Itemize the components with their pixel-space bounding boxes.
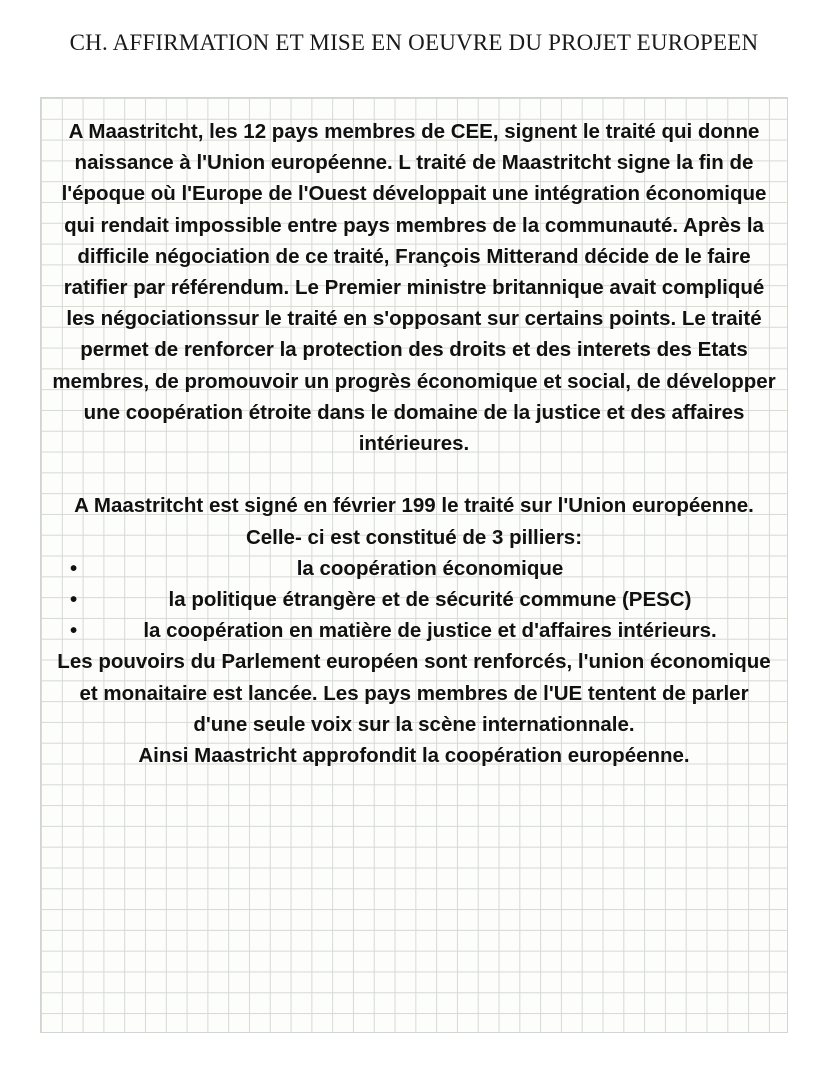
bullet-icon: • xyxy=(70,619,78,643)
bullet-icon: • xyxy=(70,588,78,612)
list-item xyxy=(52,615,776,646)
paragraph-spacer xyxy=(52,459,776,490)
pillar-pesc: la politique étrangère et de sécurité commune (PESC) xyxy=(168,588,692,612)
list-item xyxy=(52,584,776,615)
paragraph-pillars-intro: A Maastritcht est signé en février 199 le traité sur l'Union européenne. Celle- ci est constitué de 3 pilliers: xyxy=(74,494,754,549)
paragraph-parliament-powers: Les pouvoirs du Parlement européen sont renforcés, l'union économique et monaitaire est lancée. Les pays membres de l'UE tentent de parler d'une seule voix sur la scène internationnale. xyxy=(57,650,771,736)
list-item xyxy=(52,553,776,584)
pillar-justice: la coopération en matière de justice et d'affaires intérieurs. xyxy=(143,619,717,643)
page-title: CH. AFFIRMATION ET MISE EN OEUVRE DU PROJET EUROPEEN xyxy=(69,30,759,55)
paragraph-maastricht-treaty: A Maastritcht, les 12 pays membres de CEE, signent le traité qui donne naissance à l'Union européenne. L traité de Maastritcht signe la fin de l'époque où l'Europe de l'Ouest développait une intégration économique qui rendait impossible entre pays membres de la communauté. Après la difficile négociation de ce traité, François Mitterand décide de le faire ratifier par référendum. Le Premier ministre britannique avait compliqué les négociationssur le traité en s'opposant sur certains points. Le traité permet de renforcer la protection des droits et des interets des Etats membres, de promouvoir un progrès économique et social, de développer une coopération étroite dans le domaine de la justice et des affaires intérieures. xyxy=(52,120,776,456)
document-body xyxy=(52,116,776,771)
pillar-economic: la coopération économique xyxy=(296,556,564,580)
bullet-icon: • xyxy=(70,556,78,580)
pillars-list xyxy=(52,553,776,647)
paragraph-conclusion: Ainsi Maastricht approfondit la coopération européenne. xyxy=(138,744,690,768)
